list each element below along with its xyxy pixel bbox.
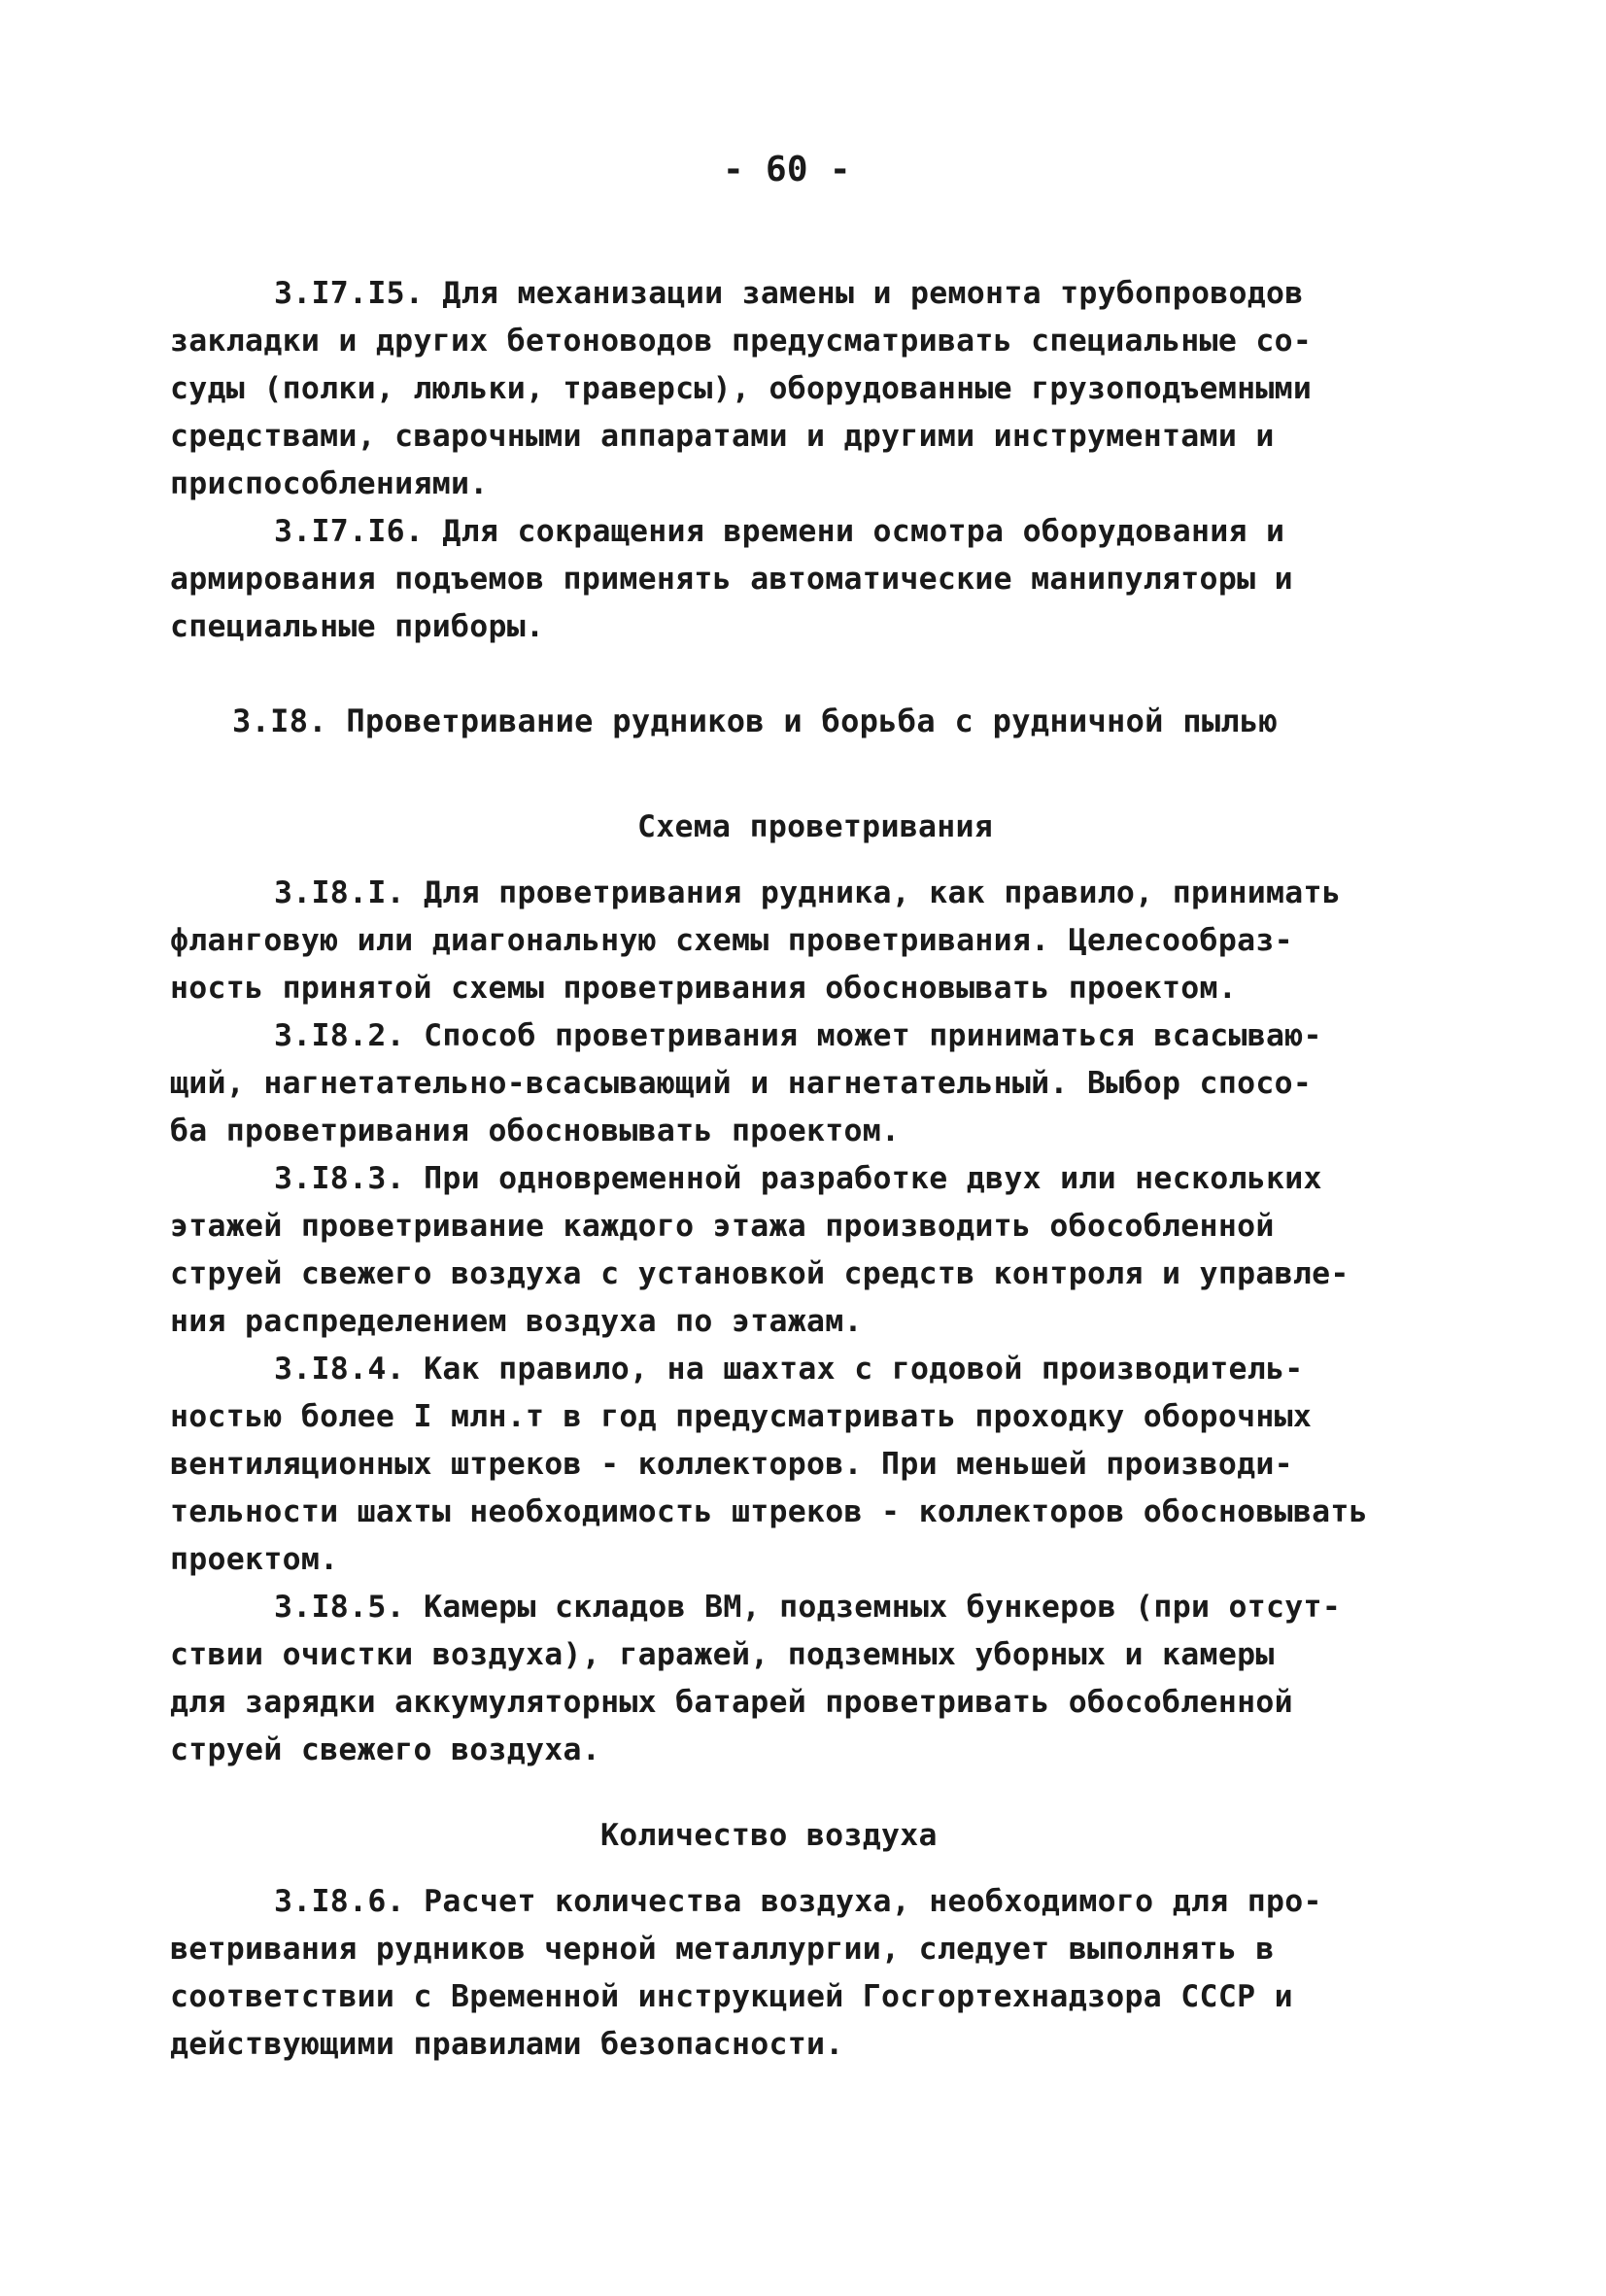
subsection-title-ventilation-scheme: Схема проветривания	[637, 809, 994, 844]
paragraph-3-18-2-line-2: щий, нагнетательно-всасывающий и нагнетательный. Выбор спосо-	[170, 1066, 1313, 1101]
paragraph-3-18-5-line-2: ствии очистки воздуха), гаражей, подземных уборных и камеры	[170, 1637, 1275, 1672]
paragraph-3-18-3-line-2: этажей проветривание каждого этажа производить обособленной	[170, 1209, 1275, 1244]
paragraph-3-17-15-line-2: закладки и других бетоноводов предусматривать специальные со-	[170, 324, 1313, 359]
paragraph-3-17-15-line-1: 3.I7.I5. Для механизации замены и ремонта трубопроводов	[274, 276, 1304, 311]
paragraph-3-18-6-line-2: ветривания рудников черной металлургии, следует выполнять в	[170, 1932, 1275, 1967]
paragraph-3-17-16-line-1: 3.I7.I6. Для сокращения времени осмотра оборудования и	[274, 514, 1285, 549]
paragraph-3-18-6-line-3: соответствии с Временной инструкцией Госгортехнадзора СССР и	[170, 1979, 1293, 2014]
paragraph-3-18-1-line-1: 3.I8.I. Для проветривания рудника, как правило, принимать	[274, 875, 1342, 910]
subsection-title-air-quantity: Количество воздуха	[600, 1818, 938, 1853]
paragraph-3-18-1-line-3: ность принятой схемы проветривания обосновывать проектом.	[170, 971, 1238, 1006]
paragraph-3-18-3-line-1: 3.I8.3. При одновременной разработке двух или нескольких	[274, 1161, 1322, 1196]
page-number: - 60 -	[723, 150, 851, 189]
paragraph-3-18-4-line-4: тельности шахты необходимость штреков - коллекторов обосновывать	[170, 1494, 1368, 1529]
paragraph-3-18-4-line-2: ностью более I млн.т в год предусматривать проходку оборочных	[170, 1399, 1313, 1434]
paragraph-3-18-4-line-5: проектом.	[170, 1542, 339, 1577]
paragraph-3-18-6-line-1: 3.I8.6. Расчет количества воздуха, необходимого для про-	[274, 1884, 1322, 1919]
paragraph-3-18-4-line-3: вентиляционных штреков - коллекторов. При меньшей производи-	[170, 1447, 1293, 1482]
section-title: 3.I8. Проветривание рудников и борьба с рудничной пылью	[232, 703, 1279, 739]
paragraph-3-17-15-line-3: суды (полки, люльки, траверсы), оборудованные грузоподъемными	[170, 371, 1313, 406]
paragraph-3-18-6-line-4: действующими правилами безопасности.	[170, 2027, 844, 2062]
paragraph-3-18-5-line-3: для зарядки аккумуляторных батарей проветривать обособленной	[170, 1685, 1293, 1720]
paragraph-3-18-2-line-3: ба проветривания обосновывать проектом.	[170, 1114, 901, 1148]
paragraph-3-18-5-line-1: 3.I8.5. Камеры складов ВМ, подземных бункеров (при отсут-	[274, 1590, 1342, 1625]
paragraph-3-18-1-line-2: фланговую или диагональную схемы проветривания. Целесообраз-	[170, 923, 1293, 958]
paragraph-3-18-3-line-3: струей свежего воздуха с установкой средств контроля и управле-	[170, 1256, 1350, 1291]
paragraph-3-17-15-line-5: приспособлениями.	[170, 466, 489, 501]
paragraph-3-18-2-line-1: 3.I8.2. Способ проветривания может приниматься всасываю-	[274, 1018, 1322, 1053]
paragraph-3-17-16-line-2: армирования подъемов применять автоматические манипуляторы и	[170, 562, 1293, 597]
paragraph-3-18-4-line-1: 3.I8.4. Как правило, на шахтах с годовой производитель-	[274, 1352, 1304, 1387]
paragraph-3-17-16-line-3: специальные приборы.	[170, 609, 545, 644]
paragraph-3-18-5-line-4: струей свежего воздуха.	[170, 1732, 601, 1767]
paragraph-3-18-3-line-4: ния распределением воздуха по этажам.	[170, 1304, 863, 1339]
paragraph-3-17-15-line-4: средствами, сварочными аппаратами и другими инструментами и	[170, 419, 1275, 454]
